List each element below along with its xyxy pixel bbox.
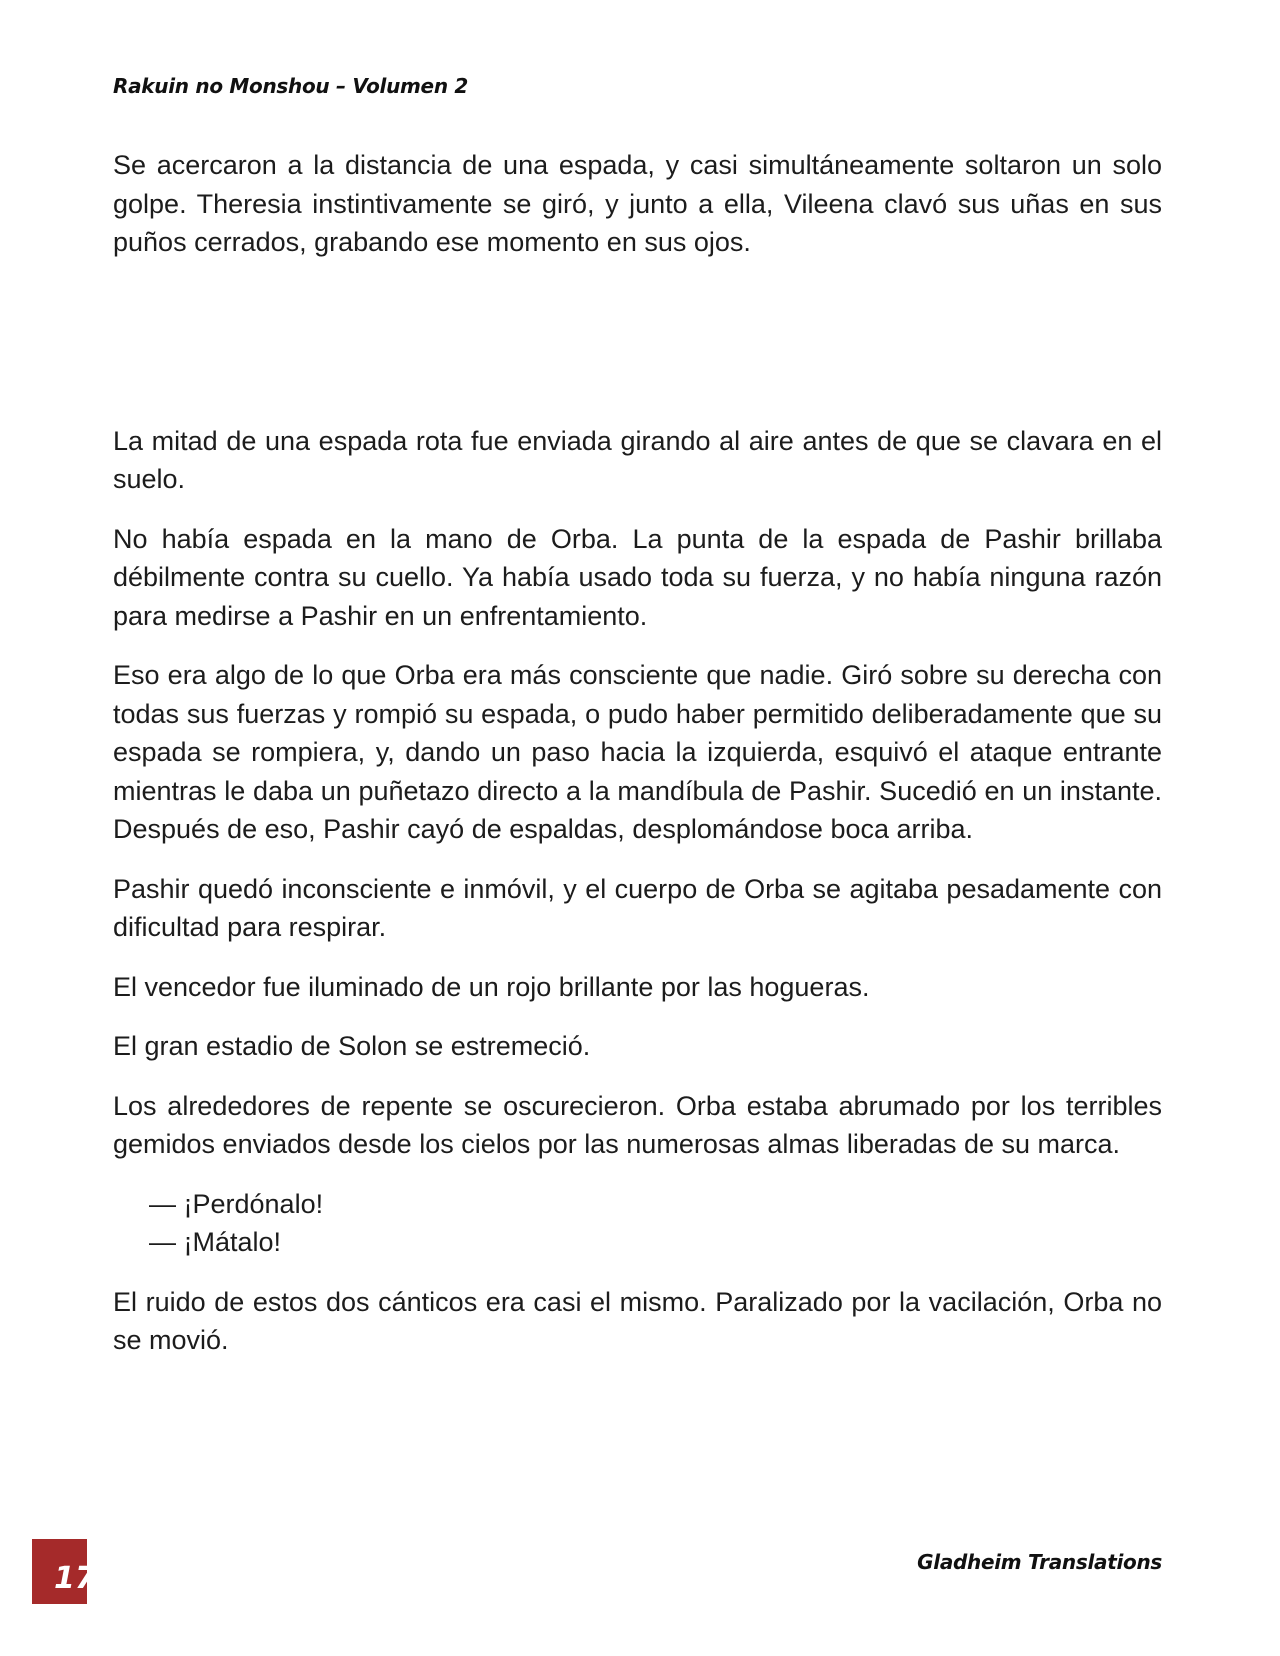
- paragraph: No había espada en la mano de Orba. La punta de la espada de Pashir brillaba débilmente contra su cuello. Ya había usado toda su fuerza, y no había ninguna razón para medirse a Pashir en un enfrentamiento.: [113, 523, 1162, 631]
- page-body: [113, 146, 1162, 1381]
- paragraph: El gran estadio de Solon se estremeció.: [113, 1031, 591, 1061]
- dialogue-line: — ¡Perdónalo!: [149, 1188, 324, 1219]
- page-number: 17: [54, 1561, 96, 1596]
- running-header-title: Rakuin no Monshou – Volumen 2: [113, 74, 469, 98]
- scene-break-gap: [113, 283, 1162, 422]
- footer-credit: Gladheim Translations: [917, 1550, 1162, 1574]
- page-number-underline: [32, 1602, 87, 1604]
- dialogue-block: [113, 1185, 1162, 1262]
- paragraph: La mitad de una espada rota fue enviada girando al aire antes de que se clavara en el suelo.: [113, 425, 1162, 494]
- paragraph: Se acercaron a la distancia de una espada, y casi simultáneamente soltaron un solo golpe. Theresia instintivamente se giró, y junto a ella, Vileena clavó sus uñas en sus puños cerrados, grabando ese momento en sus ojos.: [113, 150, 1162, 257]
- paragraph: El vencedor fue iluminado de un rojo brillante por las hogueras.: [113, 971, 870, 1002]
- paragraph: Eso era algo de lo que Orba era más consciente que nadie. Giró sobre su derecha con todas sus fuerzas y rompió su espada, o pudo haber permitido deliberadamente que su espada se rompiera, y, dando un paso hacia la izquierda, esquivó el ataque entrante mientras le daba un puñetazo directo a la mandíbula de Pashir. Sucedió en un instante. Después de eso, Pashir cayó de espaldas, desplomándose boca arriba.: [113, 660, 1162, 844]
- paragraph: Los alrededores de repente se oscurecieron. Orba estaba abrumado por los terribles gemidos enviados desde los cielos por las numerosas almas liberadas de su marca.: [113, 1090, 1162, 1159]
- page-number-badge: [32, 1539, 96, 1602]
- paragraph: Pashir quedó inconsciente e inmóvil, y el cuerpo de Orba se agitaba pesadamente con dificultad para respirar.: [113, 873, 1162, 942]
- paragraph: El ruido de estos dos cánticos era casi el mismo. Paralizado por la vacilación, Orba no se movió.: [113, 1286, 1162, 1355]
- dialogue-line: — ¡Mátalo!: [149, 1227, 282, 1257]
